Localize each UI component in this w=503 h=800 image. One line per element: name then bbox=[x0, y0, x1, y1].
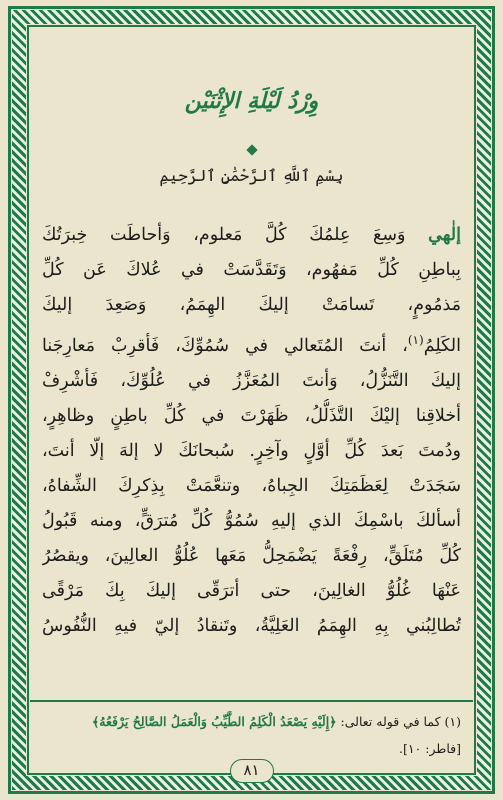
prayer-line-4-a: الكَلِمُ bbox=[423, 335, 461, 356]
prayer-line-7: ودُمتَ بَعدَ كُلِّ أوَّلٍ وآخِرٍ. سُبحانَكَ لا إلهَ إلّا أنتَ، bbox=[42, 440, 461, 461]
prayer-line-4-b: ، أنتَ المُتَعالي في سُمُوِّكَ، فَأقرِبْ مَعارِجَنا bbox=[42, 335, 408, 356]
prayer-text bbox=[42, 218, 461, 644]
lead-word: إلٰهي bbox=[428, 225, 461, 245]
prayer-line-1-rest: وَسِعَ عِلمُكَ كُلَّ مَعلوم، وَأحاطَت خِبرَتُكَ bbox=[42, 225, 406, 245]
prayer-line-9: أسألكَ باسْمِكَ الذي إليهِ سُمُوُّ كُلِّ مُترَقٍّ، ومنه قَبُولُ bbox=[42, 510, 461, 531]
prayer-line-10: كُلِّ مُتَلَقٍّ، رِفْعَةً يَضْمَحِلُّ مَعَها عُلُوُّ العالِينَ، ويقصُرُ bbox=[42, 545, 461, 566]
chapter-title: وِرْدُ لَيْلَةِ الإِثْنَيْن bbox=[184, 88, 319, 114]
prayer-line-2: بِباطِنِ كُلِّ مَفهُوم، وَتَقَدَّسَتْ في عُلاكَ عَن كُلِّ bbox=[42, 260, 461, 280]
prayer-line-5: إليكَ التَّنَزُّلُ، وَأنتَ المُعَزَّزُ في عُلُوِّكَ، فَأشْرِفْ bbox=[42, 370, 461, 391]
footnote-divider bbox=[30, 700, 473, 702]
prayer-line-12: تُطالِبُني بِهِ الهِمَمُ العَلِيَّةُ، وتَنقادُ إليّ فيهِ النُّفُوسُ bbox=[42, 615, 461, 636]
prayer-line-11: عَنْهَا غُلُوُّ الغالِينَ، حتى أترَقّى إليكَ بِكَ مَرْقًى bbox=[42, 580, 461, 601]
page-content bbox=[30, 28, 473, 779]
footnote-number: (١) bbox=[444, 714, 461, 729]
prayer-line-8: سَجَدَتْ لِعَظَمَتِكَ الجِباهُ، وتنعَّمَتْ بِذِكرِكَ الشِّفاهُ، bbox=[42, 475, 461, 496]
footnote-marker: (١) bbox=[407, 333, 424, 347]
prayer-line-1 bbox=[42, 218, 461, 253]
prayer-line-3: مَذمُومٍ، تَسامَتْ إليكَ الهِمَمُ، وَصَعِدَ إليكَ bbox=[42, 295, 461, 315]
quran-verse: ﴿إِلَيْهِ يَصْعَدُ الْكَلِمُ الطَّيِّبُ وَالْعَمَلُ الصَّالِحُ يَرْفَعُهُ﴾ bbox=[91, 714, 337, 729]
footnote bbox=[42, 708, 461, 762]
footnote-intro: كما في قوله تعالى: bbox=[340, 714, 441, 729]
prayer-line-4 bbox=[42, 323, 461, 364]
footnote-reference: [فاطر: ١٠]. bbox=[399, 741, 461, 756]
footnote-line-1 bbox=[42, 708, 461, 735]
prayer-line-6: أخلاقِنا إليْكَ التَّذَلُّلُ، ظَهَرْتَ في كُلِّ باطِنٍ وظاهِرٍ، bbox=[42, 405, 461, 426]
title-ornament-dot bbox=[246, 144, 257, 155]
basmala: بِسْمِ ٱللَّهِ ٱلرَّحْمَٰنِ ٱلرَّحِيمِ bbox=[159, 166, 344, 185]
page-number: ٨١ bbox=[230, 759, 274, 783]
